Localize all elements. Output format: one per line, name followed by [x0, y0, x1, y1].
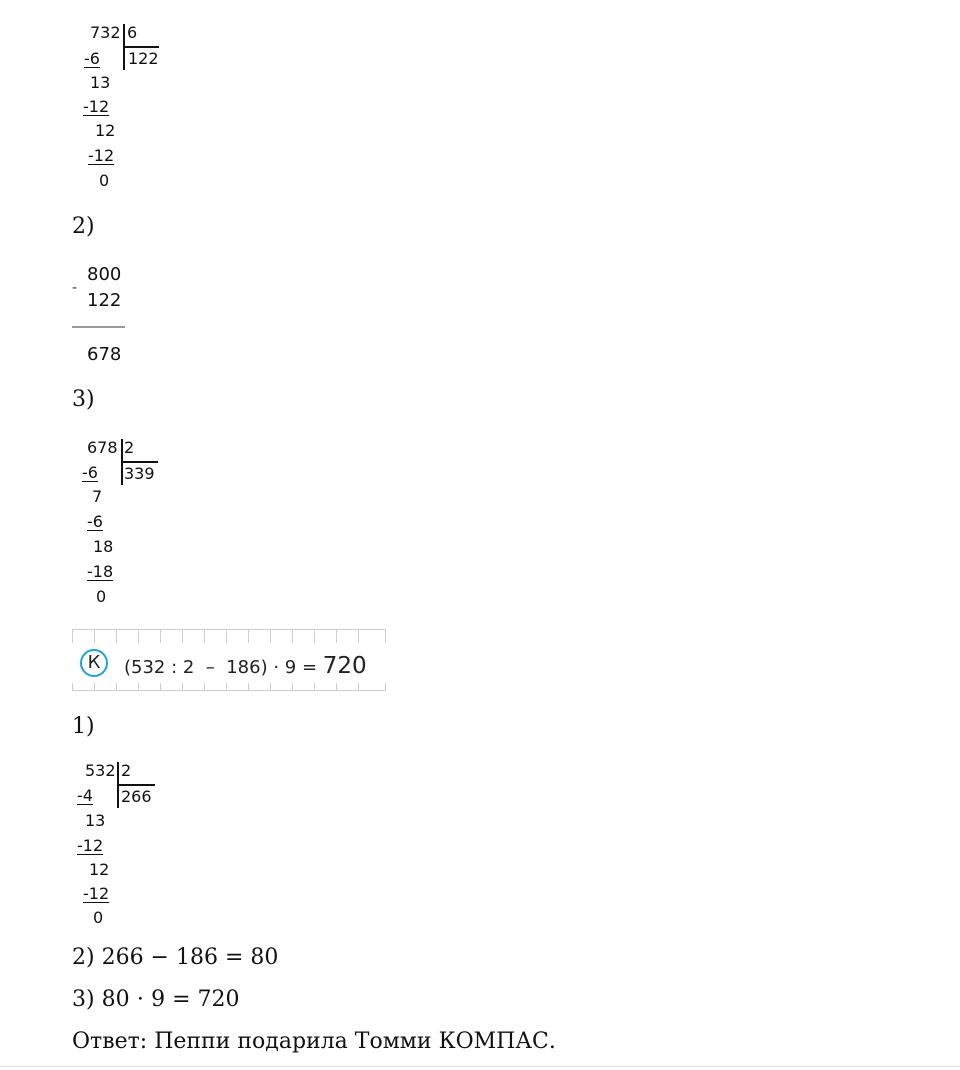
division-step: -4 — [77, 786, 93, 805]
dividend: 532 — [85, 761, 116, 780]
answer-line: Ответ: Пеппи подарила Томми КОМПАС. — [72, 1029, 556, 1054]
division-step: 12 — [89, 860, 110, 879]
quotient: 266 — [121, 787, 152, 806]
division-step: 12 — [95, 121, 116, 140]
step-label: 1) — [72, 714, 95, 739]
task-marker-k: К — [80, 649, 108, 677]
page-bottom-rule — [0, 1066, 960, 1067]
division-step: -12 — [83, 97, 110, 116]
divisor: 2 — [121, 761, 132, 780]
division-step: 7 — [92, 487, 103, 506]
equation-step-2: 2) 266 − 186 = 80 — [72, 945, 279, 970]
expression-text: (532 : 2 – 186) · 9 = — [124, 657, 323, 678]
quotient: 122 — [128, 49, 159, 68]
division-step: -6 — [87, 512, 103, 531]
division-step: -12 — [88, 146, 115, 165]
division-step: 0 — [93, 908, 104, 927]
equation-step-3: 3) 80 ⋅ 9 = 720 — [72, 987, 240, 1012]
minus-sign: - — [72, 280, 78, 296]
quotient-line — [124, 46, 159, 48]
step-label: 2) — [72, 214, 95, 239]
division-step: 0 — [96, 587, 107, 606]
task-expression-box — [72, 629, 386, 691]
division-step: -12 — [83, 884, 110, 903]
division-step: 13 — [90, 73, 111, 92]
quotient-line — [118, 784, 155, 786]
grid-line — [72, 690, 386, 691]
divisor: 2 — [124, 438, 135, 457]
subtrahend: 122 — [87, 290, 122, 311]
quotient: 339 — [124, 464, 155, 483]
division-step: 13 — [85, 811, 106, 830]
divisor: 6 — [127, 23, 138, 42]
expression-answer: 720 — [322, 653, 367, 679]
division-step: -6 — [84, 49, 100, 68]
division-step: -6 — [82, 463, 98, 482]
difference: 678 — [87, 344, 122, 365]
minuend: 800 — [87, 264, 122, 285]
division-step: 18 — [93, 537, 114, 556]
dividend: 678 — [87, 438, 118, 457]
task-expression — [124, 653, 367, 679]
division-step: -12 — [77, 836, 104, 855]
step-label: 3) — [72, 387, 95, 412]
sum-line — [72, 326, 125, 328]
division-step: 0 — [99, 171, 110, 190]
quotient-line — [122, 461, 158, 463]
dividend: 732 — [90, 23, 121, 42]
grid-line — [72, 629, 386, 630]
division-step: -18 — [87, 562, 114, 581]
